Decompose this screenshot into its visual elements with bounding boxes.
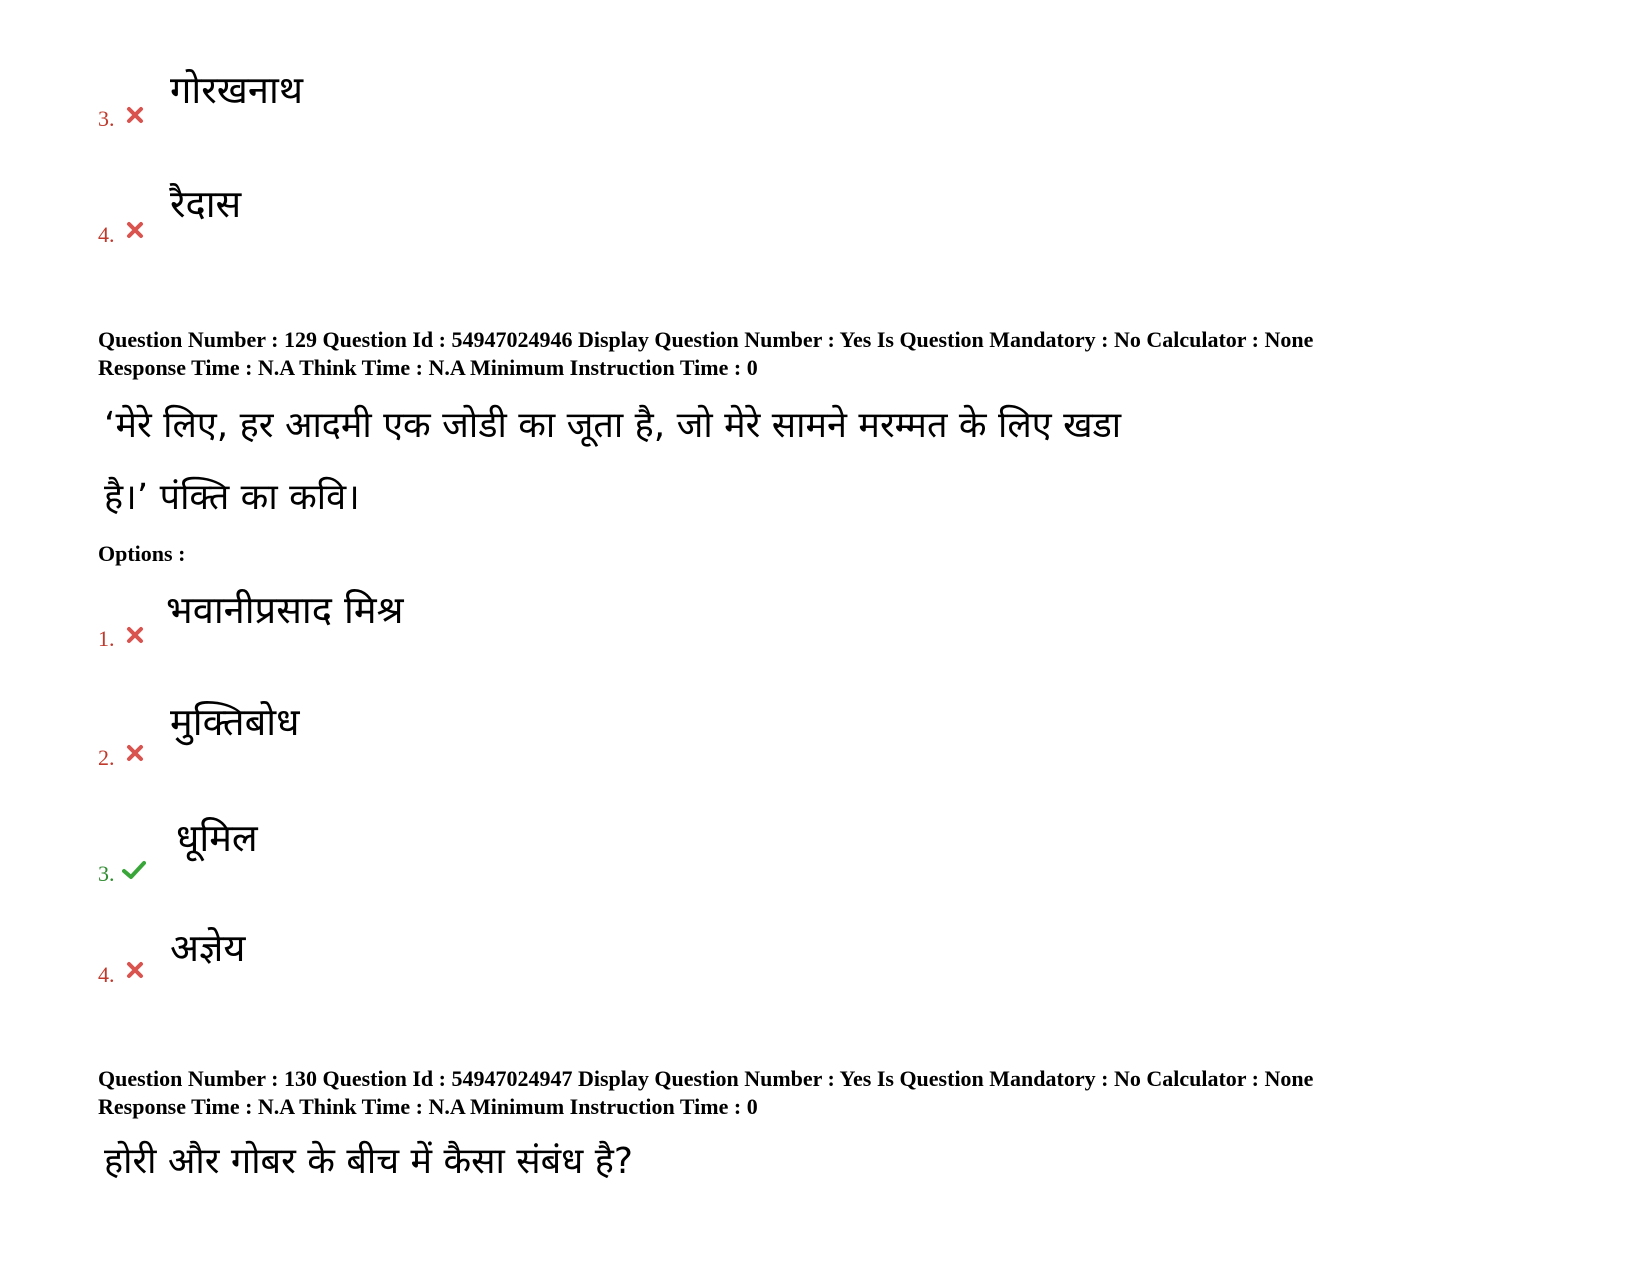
option-text: मुक्तिबोध [170,700,300,744]
cross-icon [126,221,144,239]
question-meta-line1: Question Number : 130 Question Id : 54947024947 Display Question Number : Yes Is Question Mandatory : No Calculator : None [98,1066,1314,1091]
question-meta-line2: Response Time : N.A Think Time : N.A Minimum Instruction Time : 0 [98,355,758,380]
question-text-line2: है।’ पंक्ति का कवि। [104,477,360,518]
question-text-line1: होरी और गोबर के बीच में कैसा संबंध है? [104,1141,633,1182]
option-text: रैदास [170,182,242,226]
option-text: धूमिल [176,816,258,860]
option-number: 3. [98,861,115,886]
question-meta-line2: Response Time : N.A Think Time : N.A Minimum Instruction Time : 0 [98,1094,758,1119]
question-meta-line1: Question Number : 129 Question Id : 54947024946 Display Question Number : Yes Is Question Mandatory : No Calculator : None [98,327,1314,352]
options-label: Options : [98,541,186,566]
option-number: 3. [98,106,115,131]
option-text: गोरखनाथ [170,68,304,112]
option-number: 4. [98,222,115,247]
cross-icon [126,106,144,124]
option-text: अज्ञेय [170,926,246,970]
check-icon [122,860,146,880]
cross-icon [126,626,144,644]
option-number: 2. [98,745,115,770]
cross-icon [126,744,144,762]
option-number: 4. [98,962,115,987]
option-text: भवानीप्रसाद मिश्र [166,588,404,632]
cross-icon [126,961,144,979]
question-text-line1: ‘मेरे लिए, हर आदमी एक जोडी का जूता है, जो मेरे सामने मरम्मत के लिए खडा [104,405,1122,446]
option-number: 1. [98,626,115,651]
